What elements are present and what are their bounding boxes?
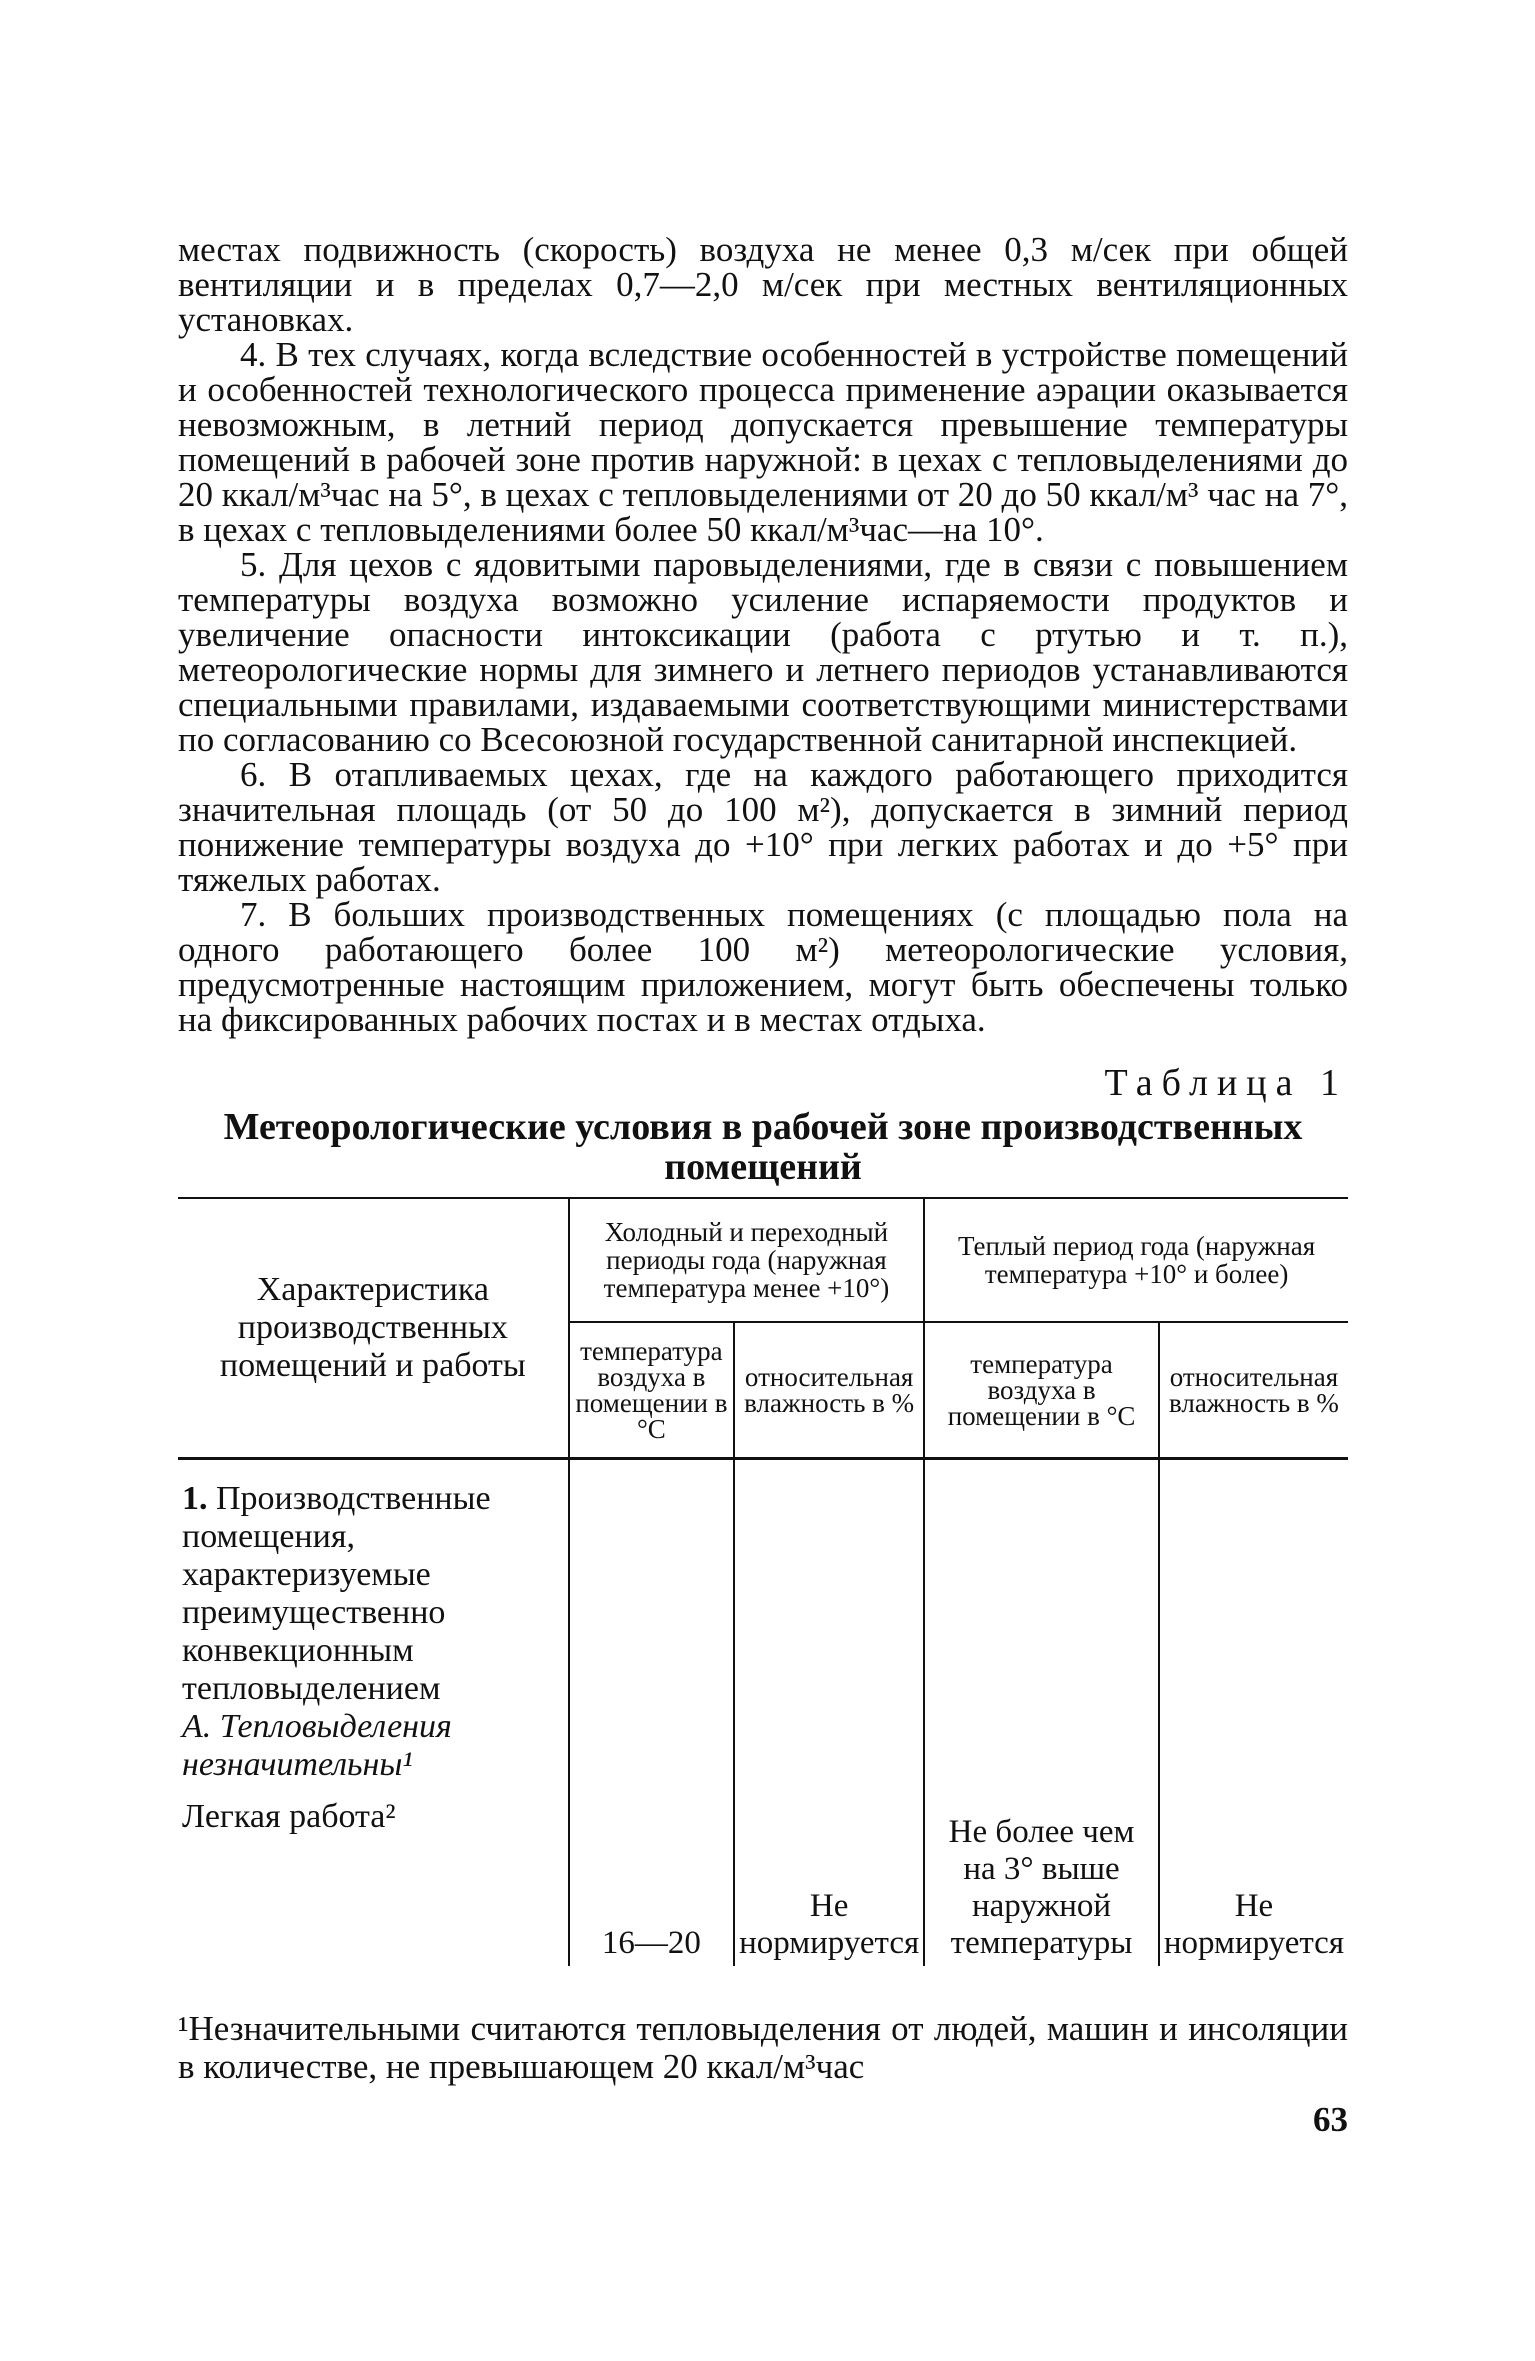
header-warm-period: Теплый период года (наружная температура +10° и более): [924, 1198, 1348, 1322]
paragraph-continuation: местах подвижность (скорость) воздуха не менее 0,3 м/сек при общей вентиляции и в пределах 0,7—2,0 м/сек при местных вентиляционных установках.: [178, 230, 1348, 339]
cell-cold-humidity: Не нормируется: [734, 1459, 924, 1967]
paragraph-4: 4. В тех случаях, когда вследствие особенностей в устройстве помещений и особенностей технологического процесса применение аэрации оказывается невозможным, в летний период допускается превышение температуры помещений в рабочей зоне против наружной: в цехах с тепловыделениями до 20 ккал/м³час на 5°, в цехах с тепловыделениями от 20 до 50 ккал/м³ час на 7°, в цехах с тепловыделениями более 50 ккал/м³час—на 10°.: [178, 335, 1348, 549]
header-warm-temp: температура воздуха в помещении в °С: [924, 1322, 1159, 1459]
section-title: Производственные помещения, характеризуемые преимущественно конвекционным тепловыделением: [182, 1480, 491, 1707]
header-cold-temp: температура воздуха в помещении в °С: [569, 1322, 734, 1459]
section-number: 1.: [182, 1480, 208, 1517]
table-row: [178, 1459, 1348, 1967]
header-cold-humidity: относительная влажность в %: [734, 1322, 924, 1459]
section-heading: [182, 1480, 564, 1708]
cell-warm-humidity: Не нормируется: [1159, 1459, 1348, 1967]
cell-cold-temp: 16—20: [569, 1459, 734, 1967]
subsection-title: А. Тепловыделения незначительны¹: [182, 1708, 452, 1783]
header-cold-period: Холодный и переходный периоды года (наружная температура менее +10°): [569, 1198, 925, 1322]
header-characteristic: Характеристика производственных помещений и работы: [178, 1198, 569, 1459]
header-warm-humidity: относительная влажность в %: [1159, 1322, 1348, 1459]
page-number: 63: [1313, 2100, 1348, 2139]
row-label: Легкая работа²: [182, 1798, 396, 1835]
row-characteristic: [178, 1459, 569, 1967]
cell-warm-temp: Не более чем на 3° выше наружной температуры: [924, 1459, 1159, 1967]
footnote: ¹Незначительными считаются тепловыделения от людей, машин и инсоляции в количестве, не превышающем 20 ккал/м³час: [178, 2009, 1348, 2086]
meteo-table: [178, 1197, 1348, 1966]
paragraph-7: 7. В больших производственных помещениях (с площадью пола на одного работающего более 100 м²) метеорологические условия, предусмотренные настоящим приложением, могут быть обеспечены только на фиксированных рабочих постах и в местах отдыха.: [178, 895, 1348, 1039]
paragraph-5: 5. Для цехов с ядовитыми паровыделениями, где в связи с повышением температуры воздуха возможно усиление испаряемости продуктов и увеличение опасности интоксикации (работа с ртутью и т. п.), метеорологические нормы для зимнего и летнего периодов устанавливаются специальными правилами, издаваемыми соответствующими министерствами по согласованию со Всесоюзной государственной санитарной инспекцией.: [178, 545, 1348, 759]
table-title: Метеорологические условия в рабочей зоне производственных помещений: [223, 1106, 1303, 1188]
document-page: [178, 232, 1348, 2140]
paragraph-6: 6. В отапливаемых цехах, где на каждого работающего приходится значительная площадь (от 50 до 100 м²), допускается в зимний период понижение температуры воздуха до +10° при легких работах и до +5° при тяжелых работах.: [178, 755, 1348, 899]
table-label: Таблица 1: [1104, 1062, 1348, 1104]
